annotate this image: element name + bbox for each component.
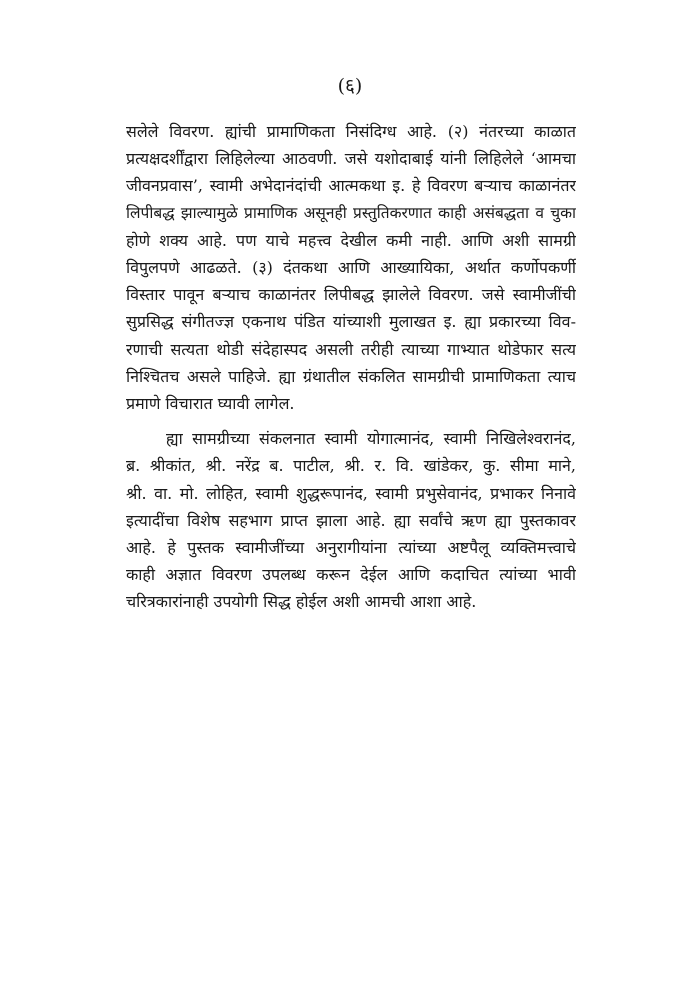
text-line: विपुलपणे आढळते. (३) दंतकथा आणि आख्यायिका, अर्थात कर्णोपकर्णी	[126, 258, 576, 278]
paragraph-gap	[126, 417, 576, 425]
text-line: आहे. हे पुस्तक स्वामीजींच्या अनुरागीयांना त्यांच्या अष्टपैलू व्यक्तिमत्त्वाचे	[126, 538, 576, 558]
text-line: चरित्रकारांनाही उपयोगी सिद्ध होईल अशी आमची आशा आहे.	[126, 592, 477, 612]
text-line: सलेले विवरण. ह्यांची प्रामाणिकता निसंदिग्ध आहे. (२) नंतरच्या काळात	[126, 122, 576, 141]
text-line: निश्चितच असले पाहिजे. ह्या ग्रंथातील संकलित सामग्रीची प्रामाणिकता त्याच	[126, 366, 576, 386]
text-line: विस्तार पावून बऱ्याच काळानंतर लिपीबद्ध झालेले विवरण. जसे स्वामीजींची	[126, 285, 576, 305]
body-text	[126, 118, 576, 616]
text-line: प्रमाणे विचारात घ्यावी लागेल.	[126, 394, 295, 414]
text-line: काही अज्ञात विवरण उपलब्ध करून देईल आणि कदाचित त्यांच्या भावी	[126, 565, 576, 585]
paragraph-2	[126, 425, 576, 615]
text-line: श्री. वा. मो. लोहित, स्वामी शुद्धरूपानंद, स्वामी प्रभुसेवानंद, प्रभाकर निनावे	[126, 483, 576, 503]
paragraph-1	[126, 118, 576, 417]
text-line: ह्या सामग्रीच्या संकलनात स्वामी योगात्मानंद, स्वामी निखिलेश्वरानंद,	[166, 429, 576, 449]
text-line: जीवनप्रवास’, स्वामी अभेदानंदांची आत्मकथा इ. हे विवरण बऱ्याच काळानंतर	[126, 176, 576, 196]
text-line: प्रत्यक्षदर्शींद्वारा लिहिलेल्या आठवणी. जसे यशोदाबाई यांनी लिहिलेले ‘आमचा	[126, 149, 576, 169]
text-line: सुप्रसिद्ध संगीतज्ज्ञ एकनाथ पंडित यांच्याशी मुलाखत इ. ह्या प्रकारच्या विव-	[126, 312, 576, 332]
text-line: लिपीबद्ध झाल्यामुळे प्रामाणिक असूनही प्रस्तुतिकरणात काही असंबद्धता व चुका	[126, 203, 576, 222]
text-line: होणे शक्य आहे. पण याचे महत्त्व देखील कमी नाही. आणि अशी सामग्री	[126, 230, 576, 250]
text-line: रणाची सत्यता थोडी संदेहास्पद असली तरीही त्याच्या गाभ्यात थोडेफार सत्य	[126, 339, 576, 359]
text-line: ब्र. श्रीकांत, श्री. नरेंद्र ब. पाटील, श्री. र. वि. खांडेकर, कु. सीमा माने,	[126, 456, 576, 476]
text-line: इत्यादींचा विशेष सहभाग प्राप्त झाला आहे. ह्या सर्वांचे ऋण ह्या पुस्तकावर	[126, 510, 576, 530]
page-number: (६)	[337, 75, 363, 97]
